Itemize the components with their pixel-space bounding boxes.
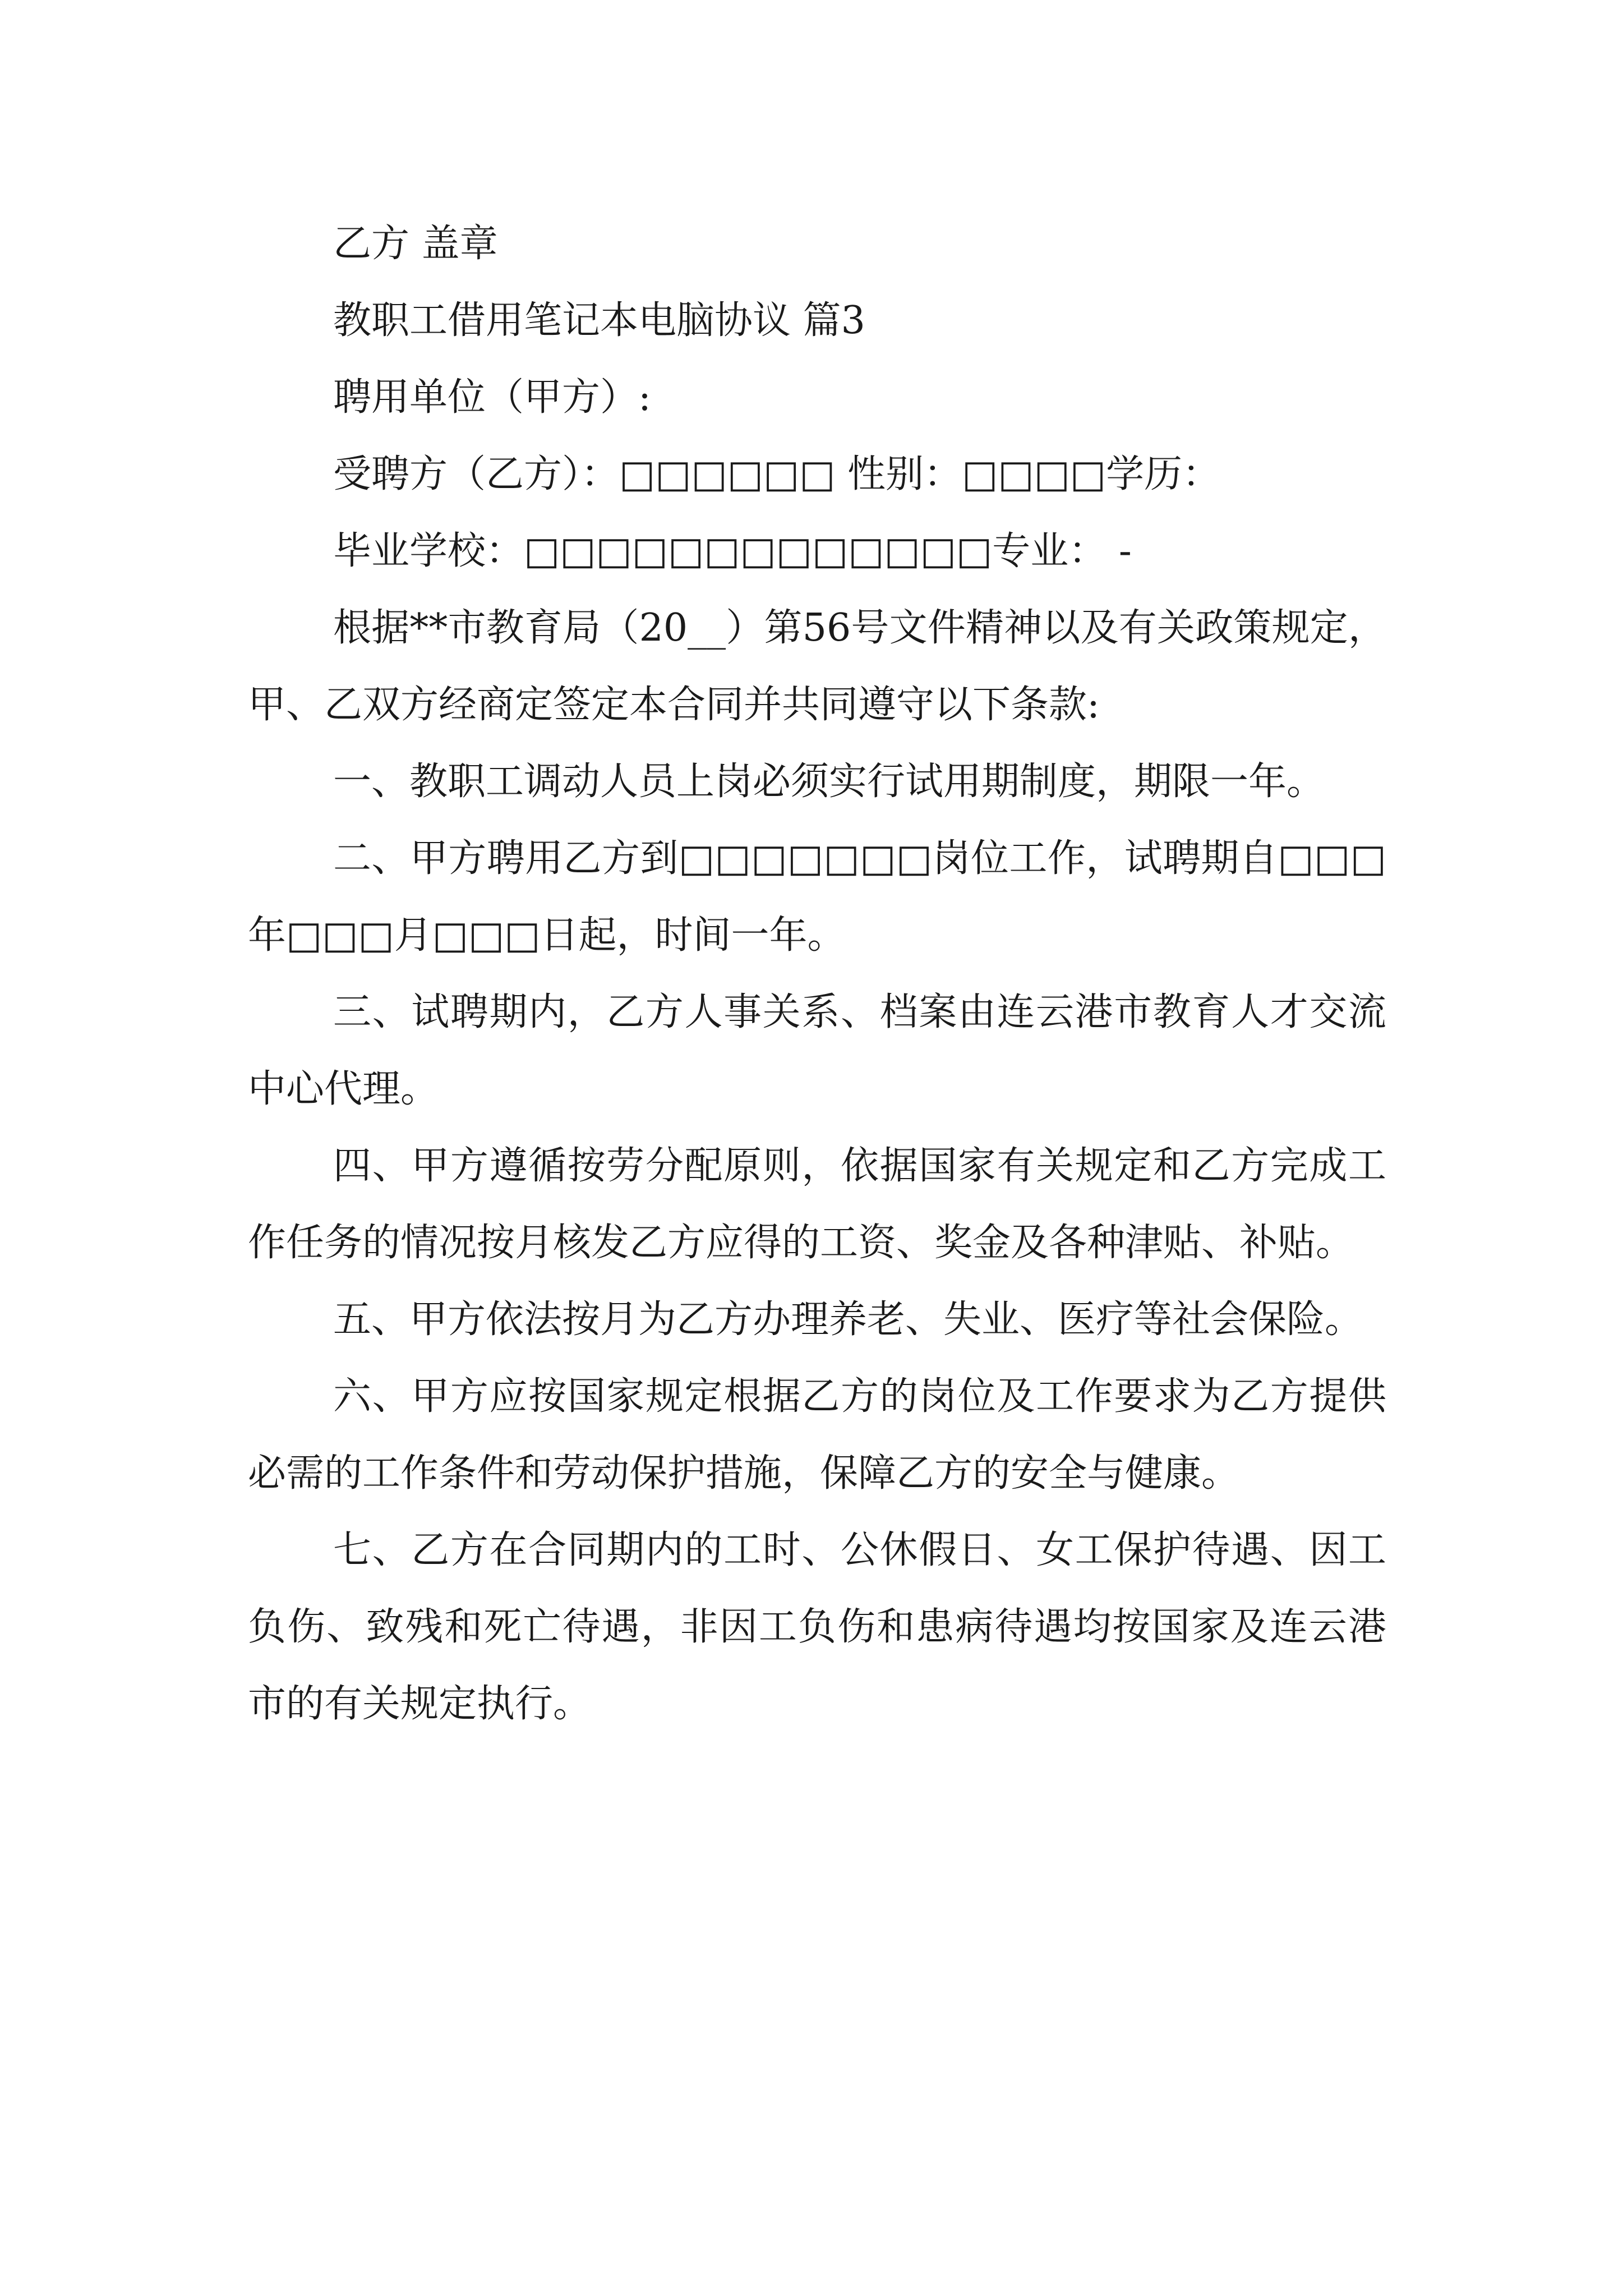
clause-4-paragraph: 四、甲方遵循按劳分配原则，依据国家有关规定和乙方完成工作任务的情况按月核发乙方应得的工资、奖金及各种津贴、补贴。 (248, 1144, 1386, 1265)
school-major-line: 毕业学校：□□□□□□□□□□□□□专业： - (333, 529, 1132, 573)
clause-7-paragraph: 七、乙方在合同期内的工时、公休假日、女工保护待遇、因工负伤、致残和死亡待遇，非因工负伤和患病待遇均按国家及连云港市的有关规定执行。 (248, 1528, 1386, 1726)
section-heading: 教职工借用笔记本电脑协议 篇3 (333, 298, 865, 343)
document-body (248, 205, 1386, 1742)
clause-5-paragraph: 五、甲方依法按月为乙方办理养老、失业、医疗等社会保险。 (333, 1297, 1363, 1342)
employer-line: 聘用单位（甲方）: (333, 375, 651, 420)
clause-6-paragraph: 六、甲方应按国家规定根据乙方的岗位及工作要求为乙方提供必需的工作条件和劳动保护措施，保障乙方的安全与健康。 (248, 1374, 1386, 1496)
employee-info-line: 受聘方（乙方）：□□□□□□ 性别：□□□□学历： (333, 452, 1221, 496)
clause-1-paragraph: 一、教职工调动人员上岗必须实行试用期制度，期限一年。 (333, 760, 1325, 804)
party-b-seal-line: 乙方 盖章 (333, 222, 498, 266)
clause-2-paragraph: 二、甲方聘用乙方到□□□□□□□岗位工作，试聘期自□□□年□□□月□□□日起，时间一年。 (248, 836, 1386, 958)
clause-3-paragraph: 三、试聘期内，乙方人事关系、档案由连云港市教育人才交流中心代理。 (248, 990, 1386, 1111)
preamble-paragraph: 根据**市教育局（20__）第56号文件精神以及有关政策规定，甲、乙双方经商定签定本合同并共同遵守以下条款: (248, 606, 1386, 727)
